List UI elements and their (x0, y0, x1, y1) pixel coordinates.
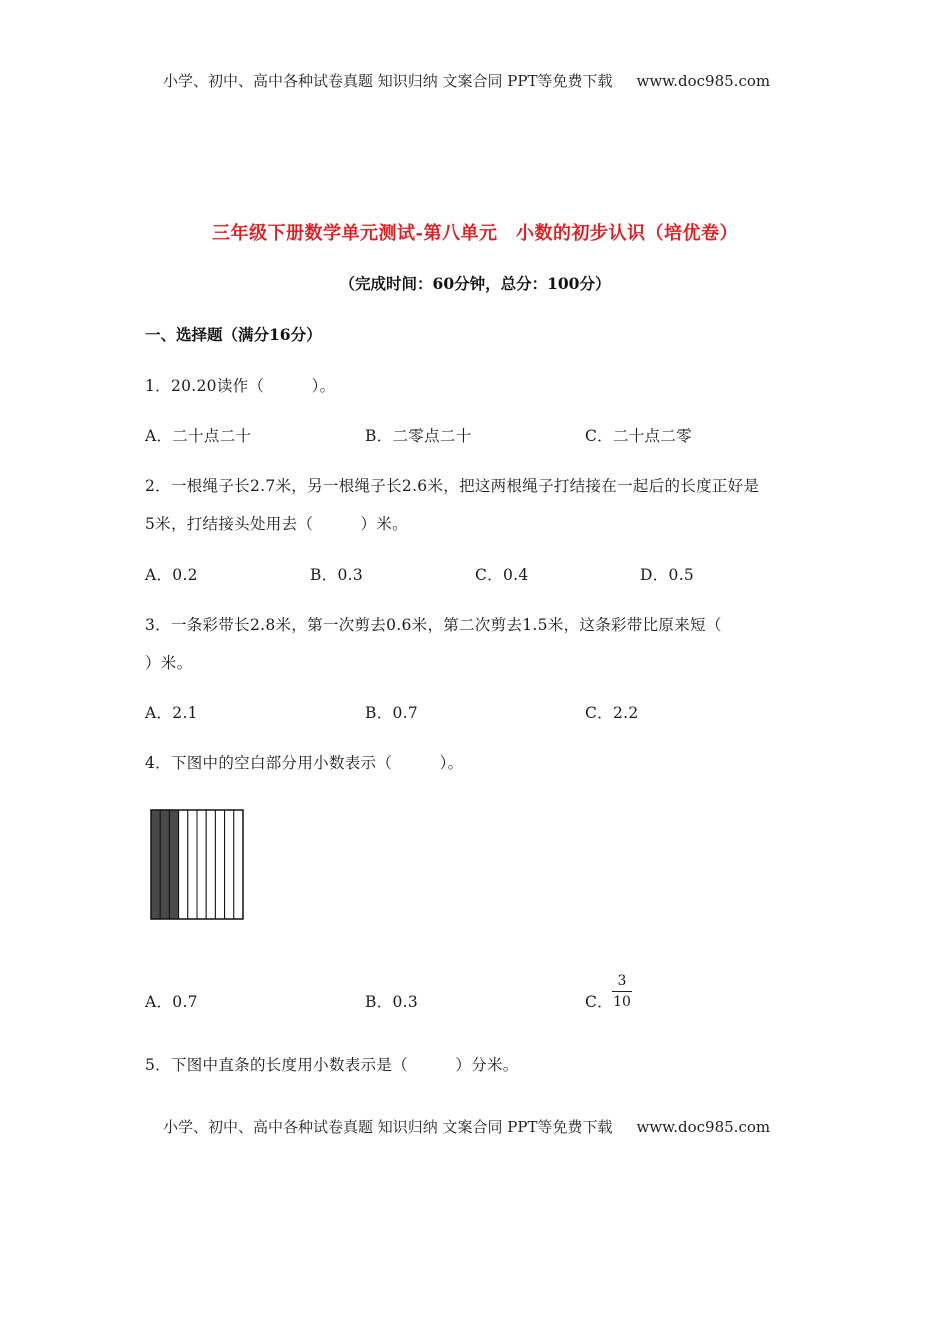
q1-option-c: C．二十点二零 (585, 427, 692, 445)
q2-option-b: B．0.3 (310, 566, 364, 584)
blank-strip (206, 810, 215, 919)
question-2-line1: 2．一根绳子长2.7米，另一根绳子长2.6米，把这两根绳子打结接在一起后的长度正好是 (145, 477, 760, 495)
shaded-strip (151, 810, 160, 919)
strip-figure (150, 809, 244, 920)
footer-url[interactable]: www.doc985.com (636, 1118, 771, 1136)
fraction-bar (612, 991, 632, 992)
q2-option-c: C．0.4 (475, 566, 529, 584)
question-3-line1: 3．一条彩带长2.8米，第一次剪去0.6米，第二次剪去1.5米，这条彩带比原来短（ (145, 616, 722, 634)
shaded-strip (160, 810, 169, 919)
footer-text: 小学、初中、高中各种试卷真题 知识归纳 文案合同 PPT等免费下载 (163, 1118, 613, 1136)
fraction-numerator: 3 (617, 973, 627, 989)
q3-option-a: A．2.1 (145, 704, 198, 722)
q4-option-a: A．0.7 (145, 993, 198, 1011)
q2-option-a: A．0.2 (145, 566, 198, 584)
exam-subtitle: （完成时间：60分钟，总分：100分） (339, 274, 611, 293)
section-heading: 一、选择题（满分16分） (145, 325, 322, 344)
question-4: 4．下图中的空白部分用小数表示（ ）。 (145, 754, 464, 772)
blank-strip (188, 810, 197, 919)
question-2-line2: 5米，打结接头处用去（ ）米。 (145, 515, 408, 533)
exam-title: 三年级下册数学单元测试-第八单元 小数的初步认识（培优卷） (212, 223, 738, 244)
page-footer (163, 1116, 770, 1137)
header-text: 小学、初中、高中各种试卷真题 知识归纳 文案合同 PPT等免费下载 (163, 72, 613, 90)
q4-option-c: C． (585, 993, 613, 1011)
q2-option-d: D．0.5 (640, 566, 695, 584)
blank-strip (179, 810, 188, 919)
fraction-denominator: 10 (613, 994, 631, 1010)
question-3-line2: ）米。 (145, 654, 193, 672)
q1-option-b: B．二零点二十 (365, 427, 472, 445)
question-1: 1．20.20读作（ ）。 (145, 377, 336, 395)
page-header (163, 70, 770, 91)
question-5: 5．下图中直条的长度用小数表示是（ ）分米。 (145, 1056, 519, 1074)
blank-strip (225, 810, 234, 919)
blank-strip (197, 810, 206, 919)
header-url[interactable]: www.doc985.com (636, 72, 771, 90)
shaded-strip (169, 810, 178, 919)
q4-option-b: B．0.3 (365, 993, 419, 1011)
q3-option-b: B．0.7 (365, 704, 419, 722)
blank-strip (234, 810, 243, 919)
q4-option-c-fraction (611, 973, 633, 1010)
blank-strip (215, 810, 224, 919)
q3-option-c: C．2.2 (585, 704, 639, 722)
q1-option-a: A．二十点二十 (145, 427, 252, 445)
